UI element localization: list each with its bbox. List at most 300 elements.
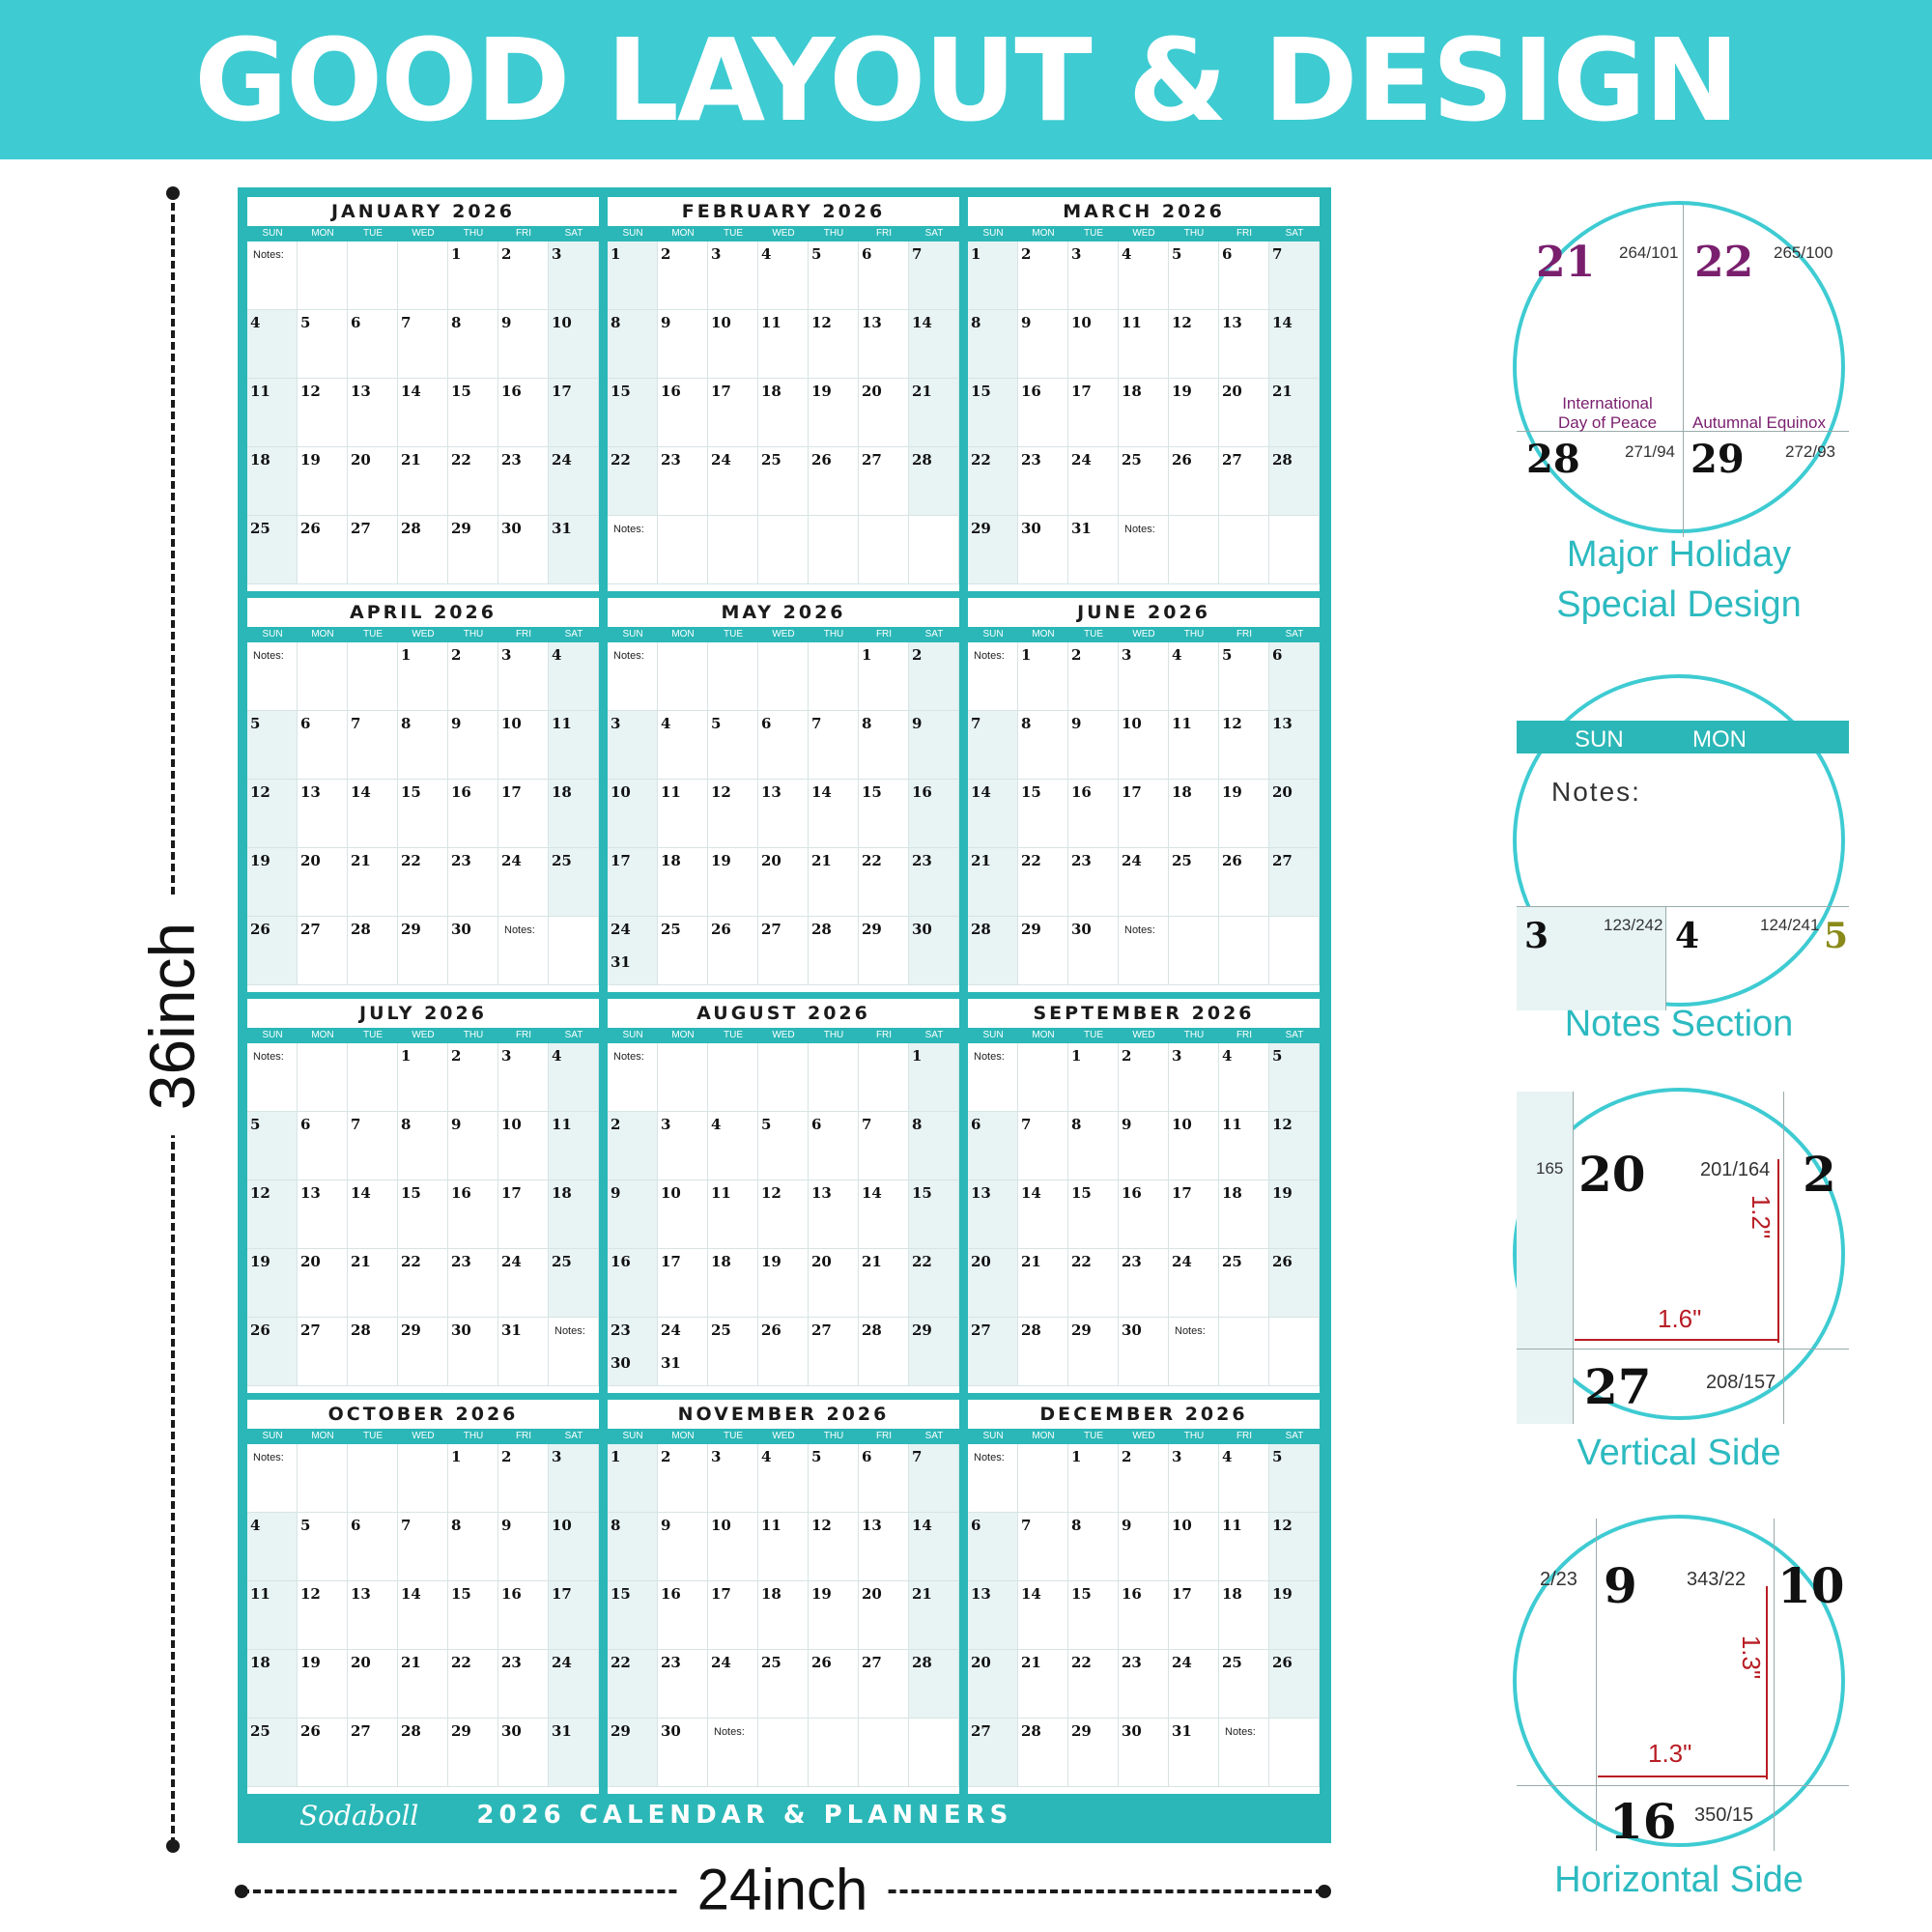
day-cell[interactable] xyxy=(608,1043,658,1112)
day-cell[interactable] xyxy=(348,848,398,917)
day-cell[interactable] xyxy=(708,379,758,447)
day-cell[interactable] xyxy=(1119,1650,1169,1719)
day-cell[interactable] xyxy=(809,917,859,985)
day-cell[interactable] xyxy=(247,1043,298,1112)
day-cell[interactable] xyxy=(809,379,859,447)
day-cell[interactable] xyxy=(1018,447,1068,516)
day-cell[interactable] xyxy=(968,848,1018,917)
day-cell[interactable] xyxy=(247,780,298,848)
day-cell[interactable] xyxy=(758,1719,809,1787)
day-cell[interactable] xyxy=(448,447,498,516)
day-cell[interactable] xyxy=(909,780,959,848)
day-cell[interactable] xyxy=(1169,1650,1219,1719)
day-cell[interactable] xyxy=(348,1513,398,1581)
day-cell[interactable] xyxy=(909,1112,959,1180)
day-cell[interactable] xyxy=(1219,1043,1269,1112)
day-cell[interactable] xyxy=(1169,780,1219,848)
day-cell[interactable] xyxy=(658,447,708,516)
day-cell[interactable] xyxy=(398,1513,448,1581)
day-cell[interactable] xyxy=(448,1318,498,1386)
day-cell[interactable] xyxy=(348,1249,398,1318)
day-cell[interactable] xyxy=(708,780,758,848)
day-cell[interactable] xyxy=(1169,242,1219,310)
day-cell[interactable] xyxy=(498,1581,549,1650)
day-cell[interactable] xyxy=(298,917,348,985)
day-cell[interactable] xyxy=(1169,917,1219,985)
day-cell[interactable] xyxy=(549,1581,599,1650)
day-cell[interactable] xyxy=(247,1719,298,1787)
day-cell[interactable] xyxy=(1269,642,1320,711)
day-cell[interactable] xyxy=(1119,1513,1169,1581)
day-cell[interactable] xyxy=(498,1318,549,1386)
day-cell[interactable] xyxy=(1219,1180,1269,1249)
day-cell[interactable] xyxy=(758,516,809,584)
day-cell[interactable] xyxy=(809,711,859,780)
day-cell[interactable] xyxy=(809,780,859,848)
day-cell[interactable] xyxy=(1169,848,1219,917)
day-cell[interactable] xyxy=(1169,447,1219,516)
day-cell[interactable] xyxy=(549,917,599,985)
day-cell[interactable] xyxy=(1018,1180,1068,1249)
day-cell[interactable] xyxy=(1269,1112,1320,1180)
day-cell[interactable] xyxy=(758,242,809,310)
day-cell[interactable] xyxy=(809,310,859,379)
day-cell[interactable] xyxy=(658,310,708,379)
day-cell[interactable] xyxy=(1068,516,1119,584)
day-cell[interactable] xyxy=(658,516,708,584)
day-cell[interactable] xyxy=(1269,848,1320,917)
day-cell[interactable] xyxy=(1269,1249,1320,1318)
day-cell[interactable] xyxy=(909,379,959,447)
day-cell[interactable] xyxy=(1018,516,1068,584)
day-cell[interactable] xyxy=(608,516,658,584)
day-cell[interactable] xyxy=(809,848,859,917)
day-cell[interactable] xyxy=(1269,310,1320,379)
day-cell[interactable] xyxy=(608,1444,658,1513)
day-cell[interactable] xyxy=(758,310,809,379)
day-cell[interactable] xyxy=(398,1249,448,1318)
day-cell[interactable] xyxy=(1269,1043,1320,1112)
day-cell[interactable] xyxy=(348,1444,398,1513)
day-cell[interactable] xyxy=(1219,642,1269,711)
day-cell[interactable] xyxy=(298,242,348,310)
day-cell[interactable] xyxy=(398,1444,448,1513)
day-cell[interactable] xyxy=(1119,447,1169,516)
day-cell[interactable] xyxy=(247,848,298,917)
day-cell[interactable] xyxy=(658,642,708,711)
day-cell[interactable] xyxy=(608,780,658,848)
day-cell[interactable] xyxy=(809,1581,859,1650)
day-cell[interactable] xyxy=(809,242,859,310)
day-cell[interactable] xyxy=(758,1180,809,1249)
day-cell[interactable] xyxy=(549,1444,599,1513)
day-cell[interactable] xyxy=(298,780,348,848)
day-cell[interactable] xyxy=(1018,1444,1068,1513)
day-cell[interactable] xyxy=(1068,1112,1119,1180)
day-cell[interactable] xyxy=(809,1112,859,1180)
day-cell[interactable] xyxy=(549,242,599,310)
day-cell[interactable] xyxy=(758,1650,809,1719)
day-cell[interactable] xyxy=(708,1581,758,1650)
day-cell[interactable] xyxy=(809,1719,859,1787)
day-cell[interactable] xyxy=(708,516,758,584)
day-cell[interactable] xyxy=(247,1249,298,1318)
day-cell[interactable] xyxy=(498,1444,549,1513)
day-cell[interactable] xyxy=(498,1043,549,1112)
day-cell[interactable] xyxy=(1169,1444,1219,1513)
day-cell[interactable] xyxy=(448,310,498,379)
day-cell[interactable] xyxy=(247,516,298,584)
day-cell[interactable] xyxy=(1068,917,1119,985)
day-cell[interactable] xyxy=(909,447,959,516)
day-cell[interactable] xyxy=(1119,848,1169,917)
day-cell[interactable] xyxy=(498,1513,549,1581)
day-cell[interactable] xyxy=(549,379,599,447)
day-cell[interactable] xyxy=(1018,1581,1068,1650)
day-cell[interactable] xyxy=(1119,1719,1169,1787)
day-cell[interactable] xyxy=(968,1180,1018,1249)
day-cell[interactable] xyxy=(348,1650,398,1719)
day-cell[interactable] xyxy=(448,711,498,780)
day-cell[interactable] xyxy=(247,1513,298,1581)
day-cell[interactable] xyxy=(549,642,599,711)
day-cell[interactable] xyxy=(809,1180,859,1249)
day-cell[interactable] xyxy=(448,379,498,447)
day-cell[interactable] xyxy=(398,310,448,379)
day-cell[interactable] xyxy=(348,1112,398,1180)
day-cell[interactable] xyxy=(859,1318,909,1386)
day-cell[interactable] xyxy=(1219,1318,1269,1386)
day-cell[interactable] xyxy=(298,1650,348,1719)
day-cell[interactable] xyxy=(298,1180,348,1249)
day-cell[interactable] xyxy=(1068,1513,1119,1581)
day-cell[interactable] xyxy=(549,516,599,584)
day-cell[interactable] xyxy=(549,1719,599,1787)
day-cell[interactable] xyxy=(859,1513,909,1581)
day-cell[interactable] xyxy=(549,1650,599,1719)
day-cell[interactable] xyxy=(498,447,549,516)
day-cell[interactable] xyxy=(247,1650,298,1719)
day-cell[interactable] xyxy=(658,711,708,780)
day-cell[interactable] xyxy=(348,516,398,584)
day-cell[interactable] xyxy=(708,1719,758,1787)
day-cell[interactable] xyxy=(1219,1513,1269,1581)
day-cell[interactable] xyxy=(1219,711,1269,780)
day-cell[interactable] xyxy=(498,642,549,711)
day-cell[interactable] xyxy=(968,642,1018,711)
day-cell[interactable] xyxy=(909,642,959,711)
day-cell[interactable] xyxy=(549,1513,599,1581)
day-cell[interactable] xyxy=(1119,242,1169,310)
day-cell[interactable] xyxy=(1018,1650,1068,1719)
day-cell[interactable] xyxy=(549,1043,599,1112)
day-cell[interactable] xyxy=(398,379,448,447)
day-cell[interactable] xyxy=(909,848,959,917)
day-cell[interactable] xyxy=(1169,1581,1219,1650)
day-cell[interactable] xyxy=(658,1650,708,1719)
day-cell[interactable] xyxy=(859,516,909,584)
day-cell[interactable] xyxy=(298,516,348,584)
day-cell[interactable] xyxy=(247,1444,298,1513)
day-cell[interactable] xyxy=(1169,1249,1219,1318)
day-cell[interactable] xyxy=(1018,711,1068,780)
day-cell[interactable] xyxy=(809,1650,859,1719)
day-cell[interactable] xyxy=(1269,1650,1320,1719)
day-cell[interactable] xyxy=(1018,780,1068,848)
day-cell[interactable] xyxy=(1269,1581,1320,1650)
day-cell[interactable] xyxy=(1068,1650,1119,1719)
day-cell[interactable] xyxy=(448,1650,498,1719)
day-cell[interactable] xyxy=(1219,1444,1269,1513)
day-cell[interactable] xyxy=(498,848,549,917)
day-cell[interactable] xyxy=(398,1112,448,1180)
day-cell[interactable] xyxy=(1068,848,1119,917)
day-cell[interactable] xyxy=(708,310,758,379)
day-cell[interactable] xyxy=(658,1719,708,1787)
day-cell[interactable] xyxy=(909,1444,959,1513)
day-cell[interactable] xyxy=(247,1180,298,1249)
day-cell[interactable] xyxy=(909,242,959,310)
day-cell[interactable] xyxy=(1169,1318,1219,1386)
day-cell[interactable] xyxy=(448,1043,498,1112)
day-cell[interactable] xyxy=(809,516,859,584)
day-cell[interactable] xyxy=(1068,1581,1119,1650)
day-cell[interactable] xyxy=(1018,242,1068,310)
day-cell[interactable] xyxy=(809,642,859,711)
day-cell[interactable] xyxy=(909,1581,959,1650)
day-cell[interactable] xyxy=(859,379,909,447)
day-cell[interactable] xyxy=(658,1043,708,1112)
day-cell[interactable] xyxy=(448,1513,498,1581)
day-cell[interactable] xyxy=(549,310,599,379)
day-cell[interactable] xyxy=(498,711,549,780)
day-cell[interactable] xyxy=(348,711,398,780)
day-cell[interactable] xyxy=(809,1513,859,1581)
day-cell[interactable] xyxy=(498,379,549,447)
day-cell[interactable] xyxy=(968,1112,1018,1180)
day-cell[interactable] xyxy=(859,642,909,711)
day-cell[interactable] xyxy=(968,1444,1018,1513)
day-cell[interactable] xyxy=(859,848,909,917)
day-cell[interactable] xyxy=(1269,1513,1320,1581)
day-cell[interactable] xyxy=(968,711,1018,780)
day-cell[interactable] xyxy=(448,780,498,848)
day-cell[interactable] xyxy=(708,1112,758,1180)
day-cell[interactable] xyxy=(1018,379,1068,447)
day-cell[interactable] xyxy=(1269,242,1320,310)
day-cell[interactable] xyxy=(968,1513,1018,1581)
day-cell[interactable] xyxy=(658,1581,708,1650)
day-cell[interactable] xyxy=(247,917,298,985)
day-cell[interactable] xyxy=(658,1112,708,1180)
day-cell[interactable] xyxy=(658,379,708,447)
day-cell[interactable] xyxy=(498,1650,549,1719)
day-cell[interactable] xyxy=(909,1318,959,1386)
day-cell[interactable] xyxy=(968,242,1018,310)
day-cell[interactable] xyxy=(708,1513,758,1581)
day-cell[interactable] xyxy=(968,780,1018,848)
day-cell[interactable] xyxy=(1119,780,1169,848)
day-cell[interactable] xyxy=(549,1318,599,1386)
day-cell[interactable] xyxy=(608,1650,658,1719)
day-cell[interactable] xyxy=(298,447,348,516)
day-cell[interactable] xyxy=(298,1318,348,1386)
day-cell[interactable] xyxy=(398,711,448,780)
day-cell[interactable] xyxy=(498,1112,549,1180)
day-cell[interactable] xyxy=(348,1719,398,1787)
day-cell[interactable] xyxy=(448,242,498,310)
day-cell[interactable] xyxy=(1219,447,1269,516)
day-cell[interactable] xyxy=(859,1650,909,1719)
day-cell[interactable] xyxy=(608,310,658,379)
day-cell[interactable] xyxy=(608,1112,658,1180)
day-cell[interactable] xyxy=(809,1043,859,1112)
day-cell[interactable] xyxy=(708,1249,758,1318)
day-cell[interactable] xyxy=(968,1719,1018,1787)
day-cell[interactable] xyxy=(247,1112,298,1180)
day-cell[interactable] xyxy=(348,1318,398,1386)
day-cell[interactable] xyxy=(608,1318,658,1386)
day-cell[interactable] xyxy=(247,310,298,379)
day-cell[interactable] xyxy=(398,1581,448,1650)
day-cell[interactable] xyxy=(708,1444,758,1513)
day-cell[interactable] xyxy=(1068,1180,1119,1249)
day-cell[interactable] xyxy=(448,516,498,584)
day-cell[interactable] xyxy=(708,1043,758,1112)
day-cell[interactable] xyxy=(758,917,809,985)
day-cell[interactable] xyxy=(348,1043,398,1112)
day-cell[interactable] xyxy=(1018,917,1068,985)
day-cell[interactable] xyxy=(859,711,909,780)
day-cell[interactable] xyxy=(968,1581,1018,1650)
day-cell[interactable] xyxy=(758,780,809,848)
day-cell[interactable] xyxy=(968,1249,1018,1318)
day-cell[interactable] xyxy=(1119,711,1169,780)
day-cell[interactable] xyxy=(658,242,708,310)
day-cell[interactable] xyxy=(247,642,298,711)
day-cell[interactable] xyxy=(658,917,708,985)
day-cell[interactable] xyxy=(1169,1719,1219,1787)
day-cell[interactable] xyxy=(398,917,448,985)
day-cell[interactable] xyxy=(708,917,758,985)
day-cell[interactable] xyxy=(298,1444,348,1513)
day-cell[interactable] xyxy=(859,780,909,848)
day-cell[interactable] xyxy=(708,848,758,917)
day-cell[interactable] xyxy=(1119,917,1169,985)
day-cell[interactable] xyxy=(608,1581,658,1650)
day-cell[interactable] xyxy=(859,917,909,985)
day-cell[interactable] xyxy=(398,516,448,584)
day-cell[interactable] xyxy=(608,917,658,985)
day-cell[interactable] xyxy=(968,447,1018,516)
day-cell[interactable] xyxy=(448,917,498,985)
day-cell[interactable] xyxy=(859,1444,909,1513)
day-cell[interactable] xyxy=(809,1444,859,1513)
day-cell[interactable] xyxy=(348,447,398,516)
day-cell[interactable] xyxy=(348,917,398,985)
day-cell[interactable] xyxy=(1068,1249,1119,1318)
day-cell[interactable] xyxy=(498,1249,549,1318)
day-cell[interactable] xyxy=(1068,1719,1119,1787)
day-cell[interactable] xyxy=(708,1318,758,1386)
day-cell[interactable] xyxy=(398,1043,448,1112)
day-cell[interactable] xyxy=(549,447,599,516)
day-cell[interactable] xyxy=(968,1318,1018,1386)
day-cell[interactable] xyxy=(348,1180,398,1249)
day-cell[interactable] xyxy=(1219,1650,1269,1719)
day-cell[interactable] xyxy=(1269,711,1320,780)
day-cell[interactable] xyxy=(498,1180,549,1249)
day-cell[interactable] xyxy=(708,1180,758,1249)
day-cell[interactable] xyxy=(1119,1581,1169,1650)
day-cell[interactable] xyxy=(608,447,658,516)
day-cell[interactable] xyxy=(758,1581,809,1650)
day-cell[interactable] xyxy=(549,848,599,917)
day-cell[interactable] xyxy=(1219,1719,1269,1787)
day-cell[interactable] xyxy=(348,379,398,447)
day-cell[interactable] xyxy=(1068,642,1119,711)
day-cell[interactable] xyxy=(909,917,959,985)
day-cell[interactable] xyxy=(348,310,398,379)
day-cell[interactable] xyxy=(549,711,599,780)
day-cell[interactable] xyxy=(549,1249,599,1318)
day-cell[interactable] xyxy=(247,447,298,516)
day-cell[interactable] xyxy=(758,711,809,780)
day-cell[interactable] xyxy=(298,848,348,917)
day-cell[interactable] xyxy=(608,642,658,711)
day-cell[interactable] xyxy=(859,447,909,516)
day-cell[interactable] xyxy=(298,1249,348,1318)
day-cell[interactable] xyxy=(348,242,398,310)
day-cell[interactable] xyxy=(1018,1318,1068,1386)
day-cell[interactable] xyxy=(758,447,809,516)
day-cell[interactable] xyxy=(608,242,658,310)
day-cell[interactable] xyxy=(968,1043,1018,1112)
day-cell[interactable] xyxy=(1119,1444,1169,1513)
day-cell[interactable] xyxy=(1219,516,1269,584)
day-cell[interactable] xyxy=(968,379,1018,447)
day-cell[interactable] xyxy=(448,1180,498,1249)
day-cell[interactable] xyxy=(1169,711,1219,780)
day-cell[interactable] xyxy=(608,1513,658,1581)
day-cell[interactable] xyxy=(298,1112,348,1180)
day-cell[interactable] xyxy=(859,242,909,310)
day-cell[interactable] xyxy=(758,1513,809,1581)
day-cell[interactable] xyxy=(1169,1513,1219,1581)
day-cell[interactable] xyxy=(608,379,658,447)
day-cell[interactable] xyxy=(909,1513,959,1581)
day-cell[interactable] xyxy=(1269,1444,1320,1513)
day-cell[interactable] xyxy=(1119,310,1169,379)
day-cell[interactable] xyxy=(348,780,398,848)
day-cell[interactable] xyxy=(448,1581,498,1650)
day-cell[interactable] xyxy=(247,1318,298,1386)
day-cell[interactable] xyxy=(448,1719,498,1787)
day-cell[interactable] xyxy=(398,242,448,310)
day-cell[interactable] xyxy=(498,780,549,848)
day-cell[interactable] xyxy=(247,1581,298,1650)
day-cell[interactable] xyxy=(658,1249,708,1318)
day-cell[interactable] xyxy=(968,1650,1018,1719)
day-cell[interactable] xyxy=(1269,780,1320,848)
day-cell[interactable] xyxy=(348,642,398,711)
day-cell[interactable] xyxy=(758,379,809,447)
day-cell[interactable] xyxy=(1068,242,1119,310)
day-cell[interactable] xyxy=(1219,242,1269,310)
day-cell[interactable] xyxy=(968,516,1018,584)
day-cell[interactable] xyxy=(758,1444,809,1513)
day-cell[interactable] xyxy=(298,1043,348,1112)
